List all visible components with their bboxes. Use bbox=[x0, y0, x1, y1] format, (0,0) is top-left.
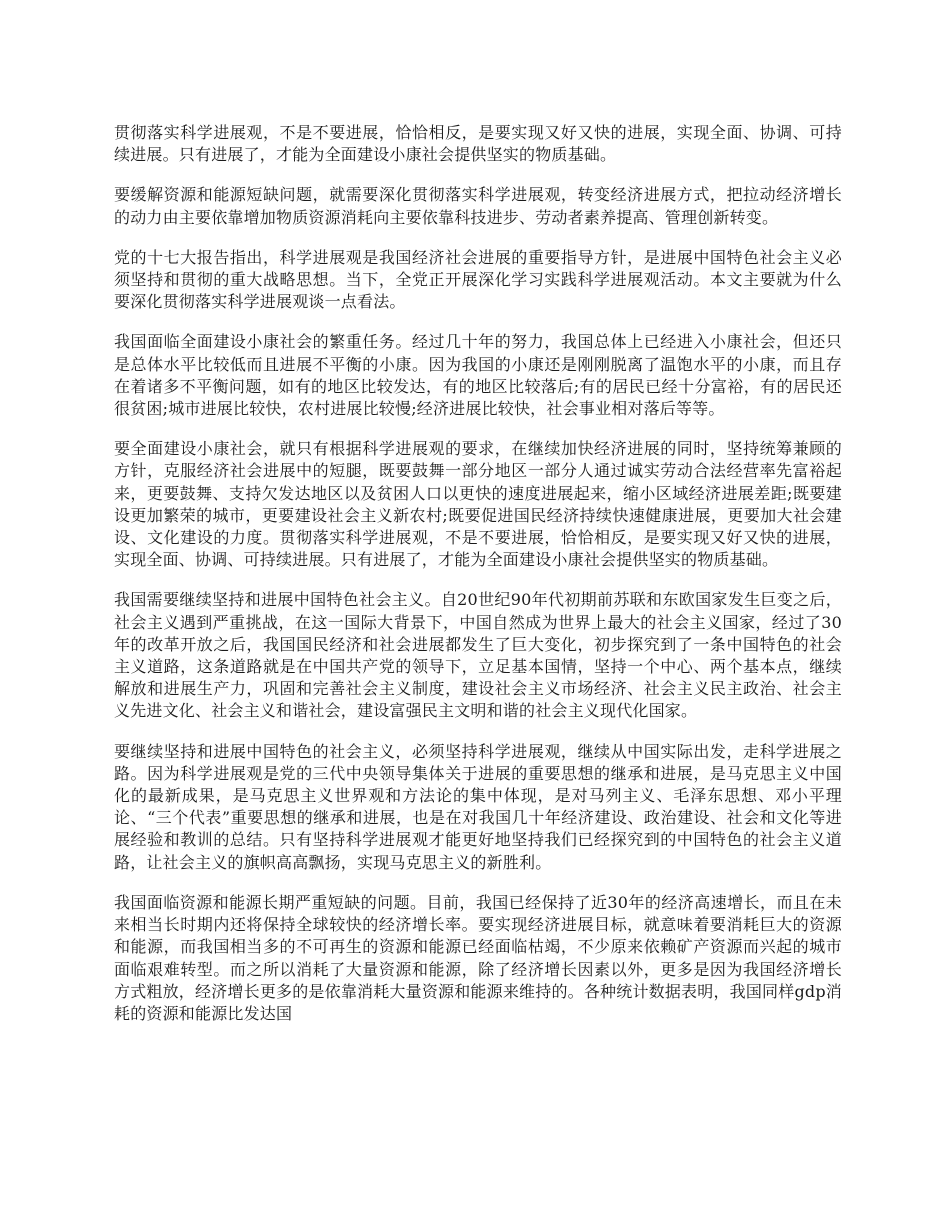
document-body bbox=[114, 122, 842, 1043]
paragraph-2: 要缓解资源和能源短缺问题，就需要深化贯彻落实科学进展观，转变经济进展方式，把拉动经济增长的动力由主要依靠增加物质资源消耗向主要依靠科技进步、劳动者素养提高、管理创新转变。 bbox=[114, 185, 842, 227]
paragraph-1: 贯彻落实科学进展观，不是不要进展，恰恰相反，是要实现又好又快的进展，实现全面、协调、可持续进展。只有进展了，才能为全面建设小康社会提供坚实的物质基础。 bbox=[114, 123, 842, 165]
paragraph-4: 我国面临全面建设小康社会的繁重任务。经过几十年的努力，我国总体上已经进入小康社会，但还只是总体水平比较低而且进展不平衡的小康。因为我国的小康还是刚刚脱离了温饱水平的小康，而且存在着诸多不平衡问题，如有的地区比较发达，有的地区比较落后;有的居民已经十分富裕，有的居民还很贫困;城市进展比较快，农村进展比较慢;经济进展比较快，社会事业相对落后等等。 bbox=[114, 332, 842, 419]
paragraph-8: 我国面临资源和能源长期严重短缺的问题。目前，我国已经保持了近30年的经济高速增长，而且在未来相当长时期内还将保持全球较快的经济增长率。要实现经济进展目标，就意味着要消耗巨大的资源和能源，而我国相当多的不可再生的资源和能源已经面临枯竭，不少原来依赖矿产资源而兴起的城市面临艰难转型。而之所以消耗了大量资源和能源，除了经济增长因素以外，更多是因为我国经济增长方式粗放，经济增长更多的是依靠消耗大量资源和能源来维持的。各种统计数据表明，我国同样gdp消耗的资源和能源比发达国 bbox=[114, 892, 842, 1023]
paragraph-6: 我国需要继续坚持和进展中国特色社会主义。自20世纪90年代初期前苏联和东欧国家发生巨变之后，社会主义遇到严重挑战，在这一国际大背景下，中国自然成为世界上最大的社会主义国家，经过了30年的改革开放之后，我国国民经济和社会进展都发生了巨大变化，初步探究到了一条中国特色的社会主义道路，这条道路就是在中国共产党的领导下，立足基本国情，坚持一个中心、两个基本点，继续解放和进展生产力，巩固和完善社会主义制度，建设社会主义市场经济、社会主义民主政治、社会主义先进文化、社会主义和谐社会，建设富强民主文明和谐的社会主义现代化国家。 bbox=[114, 590, 842, 721]
paragraph-5: 要全面建设小康社会，就只有根据科学进展观的要求，在继续加快经济进展的同时，坚持统筹兼顾的方针，克服经济社会进展中的短腿，既要鼓舞一部分地区一部分人通过诚实劳动合法经营率先富裕起来，更要鼓舞、支持欠发达地区以及贫困人口以更快的速度进展起来，缩小区域经济进展差距;既要建设更加繁荣的城市，更要建设社会主义新农村;既要促进国民经济持续快速健康进展，更要加大社会建设、文化建设的力度。贯彻落实科学进展观，不是不要进展，恰恰相反，是要实现又好又快的进展，实现全面、协调、可持续进展。只有进展了，才能为全面建设小康社会提供坚实的物质基础。 bbox=[114, 439, 842, 570]
paragraph-7: 要继续坚持和进展中国特色的社会主义，必须坚持科学进展观，继续从中国实际出发，走科学进展之路。因为科学进展观是党的三代中央领导集体关于进展的重要思想的继承和进展，是马克思主义中国化的最新成果，是马克思主义世界观和方法论的集中体现，是对马列主义、毛泽东思想、邓小平理论、“三个代表”重要思想的继承和进展，也是在对我国几十年经济建设、政治建设、社会和文化等进展经验和教训的总结。只有坚持科学进展观才能更好地坚持我们已经探究到的中国特色的社会主义道路，让社会主义的旗帜高高飘扬，实现马克思主义的新胜利。 bbox=[114, 741, 842, 872]
paragraph-3: 党的十七大报告指出，科学进展观是我国经济社会进展的重要指导方针，是进展中国特色社会主义必须坚持和贯彻的重大战略思想。当下，全党正开展深化学习实践科学进展观活动。本文主要就为什么要深化贯彻落实科学进展观谈一点看法。 bbox=[114, 247, 842, 312]
